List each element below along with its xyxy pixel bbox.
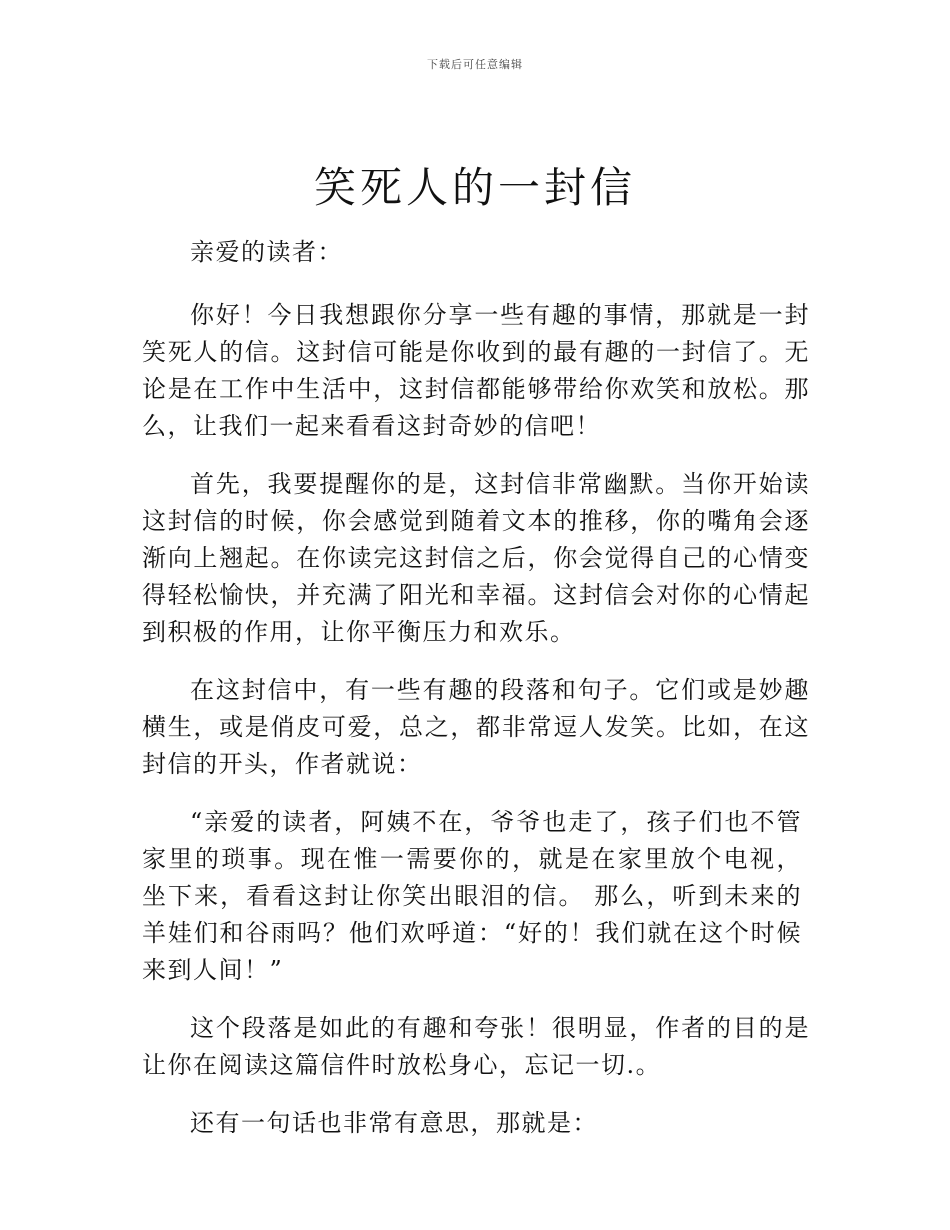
greeting: 亲爱的读者：	[190, 238, 343, 266]
paragraph-quote: “亲爱的读者，阿姨不在，爷爷也走了，孩子们也不管家里的琐事。现在惟一需要你的，就是在家里放个电视，坐下来，看看这封让你笑出眼泪的信。 那么，听到未来的羊娃们和谷雨吗？他们欢呼道：“好的！我们就在这个时候来到人间！”	[142, 808, 802, 984]
header-note: 下载后可任意编辑	[427, 58, 523, 71]
paragraph-humor: 首先，我要提醒你的是，这封信非常幽默。当你开始读这封信的时候，你会感觉到随着文本的推移，你的嘴角会逐渐向上翘起。在你读完这封信之后，你会觉得自己的心情变得轻松愉快，并充满了阳光和幸福。这封信会对你的心情起到积极的作用，让你平衡压力和欢乐。	[142, 470, 810, 646]
paragraph-examples: 在这封信中，有一些有趣的段落和句子。它们或是妙趣横生，或是俏皮可爱，总之，都非常逗人发笑。比如，在这封信的开头，作者就说：	[142, 676, 810, 778]
paragraph-intro: 你好！今日我想跟你分享一些有趣的事情，那就是一封笑死人的信。这封信可能是你收到的最有趣的一封信了。无论是在工作中生活中，这封信都能够带给你欢笑和放松。那么，让我们一起来看看这封奇妙的信吧！	[142, 301, 810, 440]
document-body	[142, 234, 810, 1142]
paragraph-another: 还有一句话也非常有意思，那就是：	[190, 1109, 598, 1137]
paragraph-commentary: 这个段落是如此的有趣和夸张！很明显，作者的目的是让你在阅读这篇信件时放松身心，忘记一切.。	[142, 1014, 810, 1079]
document-title: 笑死人的一封信	[313, 163, 636, 212]
